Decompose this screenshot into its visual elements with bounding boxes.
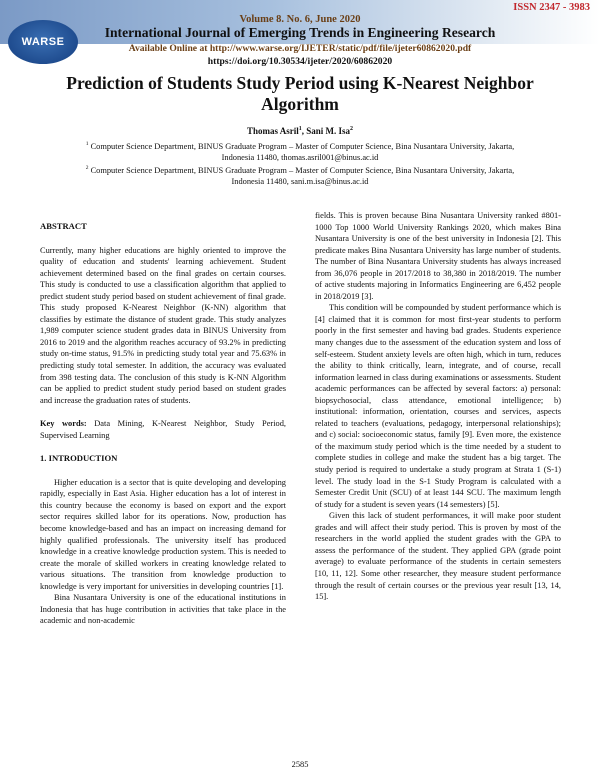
logo-text: WARSE [21, 36, 65, 48]
affiliation-1 [70, 139, 530, 164]
keywords-text: Data Mining, K-Nearest Neighbor, Study Period, Supervised Learning [40, 419, 286, 440]
keywords [40, 418, 286, 441]
left-column [40, 221, 286, 627]
volume-line: Volume 8. No. 6, June 2020 [239, 14, 361, 25]
affiliation-2 [70, 163, 530, 188]
intro-paragraph-2: Bina Nusantara University is one of the educational institutions in Indonesia that has huge contribution in activities that take place in the academic and non-academic [40, 593, 286, 626]
affil-1-sup: 1 [85, 141, 89, 147]
right-column [315, 210, 561, 603]
doi-link[interactable]: https://doi.org/10.30534/ijeter/2020/60862020 [207, 56, 393, 67]
authors [0, 126, 600, 136]
right-paragraph-2: This condition will be compounded by student performance which is [4] claimed that it is common for most first-year students to perform poorly in the first semester and having bad grades. Students experience many changes due to the assessment of the education system and loss of self-esteem. Student anxiety levels are often high, which in turn, reduces the ability to think critically, learn, integrate, and of course, recall information learned in class during examinations or assessments. Student academic performances can be affected by several factors: a) personal: biopsychosocial, class attendance, emotional intelligence; b) institutional: information, orientation, courses and services, aspects related to teachers (evaluations, pedagogy, interpersonal relationships); and c) social: socioeconomic status, family [9]. Even more, the existence of the maximum study period which is the time needed by a student to complete studies in college and make the student has a big target. The study period is required to undertake a study program at Strata 1 (S-1) level. The study load in the S-1 Study Program is calculated with a Semester Credit Unit (SCU) of at least 144 SCU. The maximum length of study for a student is seven years (14 semesters) [5]. [315, 303, 561, 509]
author-2: Sani M. Isa [306, 126, 351, 136]
paper-title: Prediction of Students Study Period using K-Nearest Neighbor Algorithm [66, 73, 534, 114]
abstract-text: Currently, many higher educations are highly oriented to improve the quality of education and students' learning achievement. Student achievement determined based on the final grades on certain courses. This study is conducted to use a classification algorithm that applied to predict student study period based on student achievement of final grade. This study proposed K-Nearest Neighbor (K-NN) algorithm that classifies by estimate the distance of student grade. This study analyzes 1,989 computer science student grades data in BINUS University from 2016 to 2019 and the algorithm reaches accuracy of 93.2% in predicting study on-time status, 91.5% in predicting study total year and 75.63% in predicting study total semester. In addition, the accuracy was evaluated from 398 testing data. The conclusion of this study is K-NN Algorithm can be applied to predict student study period based on student grades and increase the graduation rates of students. [40, 245, 286, 405]
author-separator: , [301, 126, 307, 136]
author-1: Thomas Asril [246, 126, 299, 136]
intro-paragraph-1: Higher education is a sector that is quite developing and developing rapidly, especially in East Asia. Higher education has a lot of interest in this country because the economy is based on export and the export sector requires skilled labor for its operations. Now, production has become knowledge-based and has an impact on increasing demand for highly qualified professionals. The university itself has produced knowledge in a creative knowledge production system. This is needed to create the morale of skilled workers in creating knowledge related to various situations. The transition from knowledge production to knowledge is very important for universities in developing countries [1]. [40, 477, 286, 591]
author-2-sup: 2 [350, 126, 354, 132]
affil-2-text: Computer Science Department, BINUS Graduate Program – Master of Computer Science, Bina Nusantara University, Jakarta, Indonesia 11480, sani.m.isa@binus.ac.id [88, 165, 515, 187]
issn: ISSN 2347 - 3983 [513, 2, 590, 13]
right-paragraph-3: Given this lack of student performances, it will make poor student grades and will affect their study period. This is proven by most of the researchers in the world applied the student grades with the GPA to assess the performance of the student. They applied GPA (grade point average) to evaluate performance of the students in certain semesters [10, 11, 12]. Some other researcher, they measure student performance through the result of certain courses or the previous year result [13, 14, 15]. [315, 511, 561, 602]
abstract-heading: ABSTRACT [40, 221, 87, 231]
page-number: 2585 [291, 760, 309, 769]
right-paragraph-1: fields. This is proven because Bina Nusantara University ranked #801-1000 Top 1000 World University Rankings 2020, which makes Bina Nusantara University is one of the best university in Indonesia [2]. This predicate makes Bina Nusantara University has large number of students. The number of Bina Nusantara University students has always increased from 36,076 people in 2017/2018 to 38,380 in 2018/2019. The number of active students majoring in Informatics Engineering are 6,452 people in 2018/2019 [3]. [315, 211, 561, 301]
affil-1-text: Computer Science Department, BINUS Graduate Program – Master of Computer Science, Bina Nusantara University, Jakarta, Indonesia 11480, thomas.asril001@binus.ac.id [88, 141, 515, 163]
affil-2-sup: 2 [85, 165, 89, 171]
online-link[interactable]: Available Online at http://www.warse.org/IJETER/static/pdf/file/ijeter60862020.pdf [128, 43, 472, 54]
author-1-sup: 1 [298, 126, 302, 132]
keywords-label: Key words: [40, 419, 87, 429]
journal-title: International Journal of Emerging Trends in Engineering Research [104, 25, 496, 40]
intro-heading: 1. INTRODUCTION [40, 453, 118, 464]
